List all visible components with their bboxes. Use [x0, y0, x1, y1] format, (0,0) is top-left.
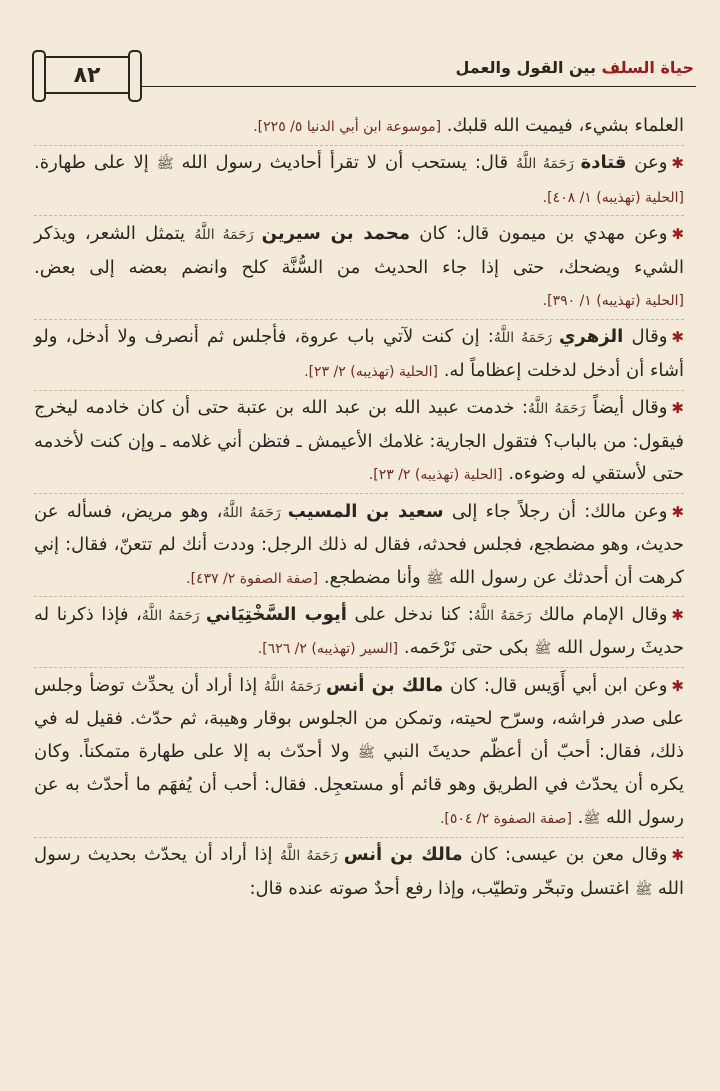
bullet-star-icon: ✱: [671, 846, 684, 865]
person-name: قتادة: [580, 152, 627, 174]
paragraph-text: العلماء بشيء، فيميت الله قلبك.: [441, 115, 684, 136]
paragraph-text: ، وهو مريض، فسأله عن حديث، وهو مضطجع، فجلس فحدثه، فقال له ذلك الرجل: وددت أنك لم تتعنّ، فقال: إني كرهت أن أحدثك عن رسول الله: [34, 500, 684, 588]
person-name: أيوب السَّخْتِيَاني: [205, 603, 347, 625]
honorific-salla: ﷺ: [583, 811, 601, 828]
paragraph-text: اغتسل وتبخّر وتطيّب، وإذا رفع أحدٌ صوته عنده قال:: [249, 877, 636, 899]
bullet-star-icon: ✱: [671, 328, 684, 347]
paragraph-text: وأنا مضطجع.: [318, 566, 427, 588]
page-number-frame: [40, 56, 134, 94]
bullet-star-icon: ✱: [671, 154, 684, 173]
running-title: [455, 58, 694, 77]
source-reference: [الحلية (تهذيبه) ١/ ٣٩٠].: [542, 293, 684, 310]
honorific-salla: ﷺ: [635, 881, 653, 898]
bullet-star-icon: ✱: [671, 399, 684, 418]
paragraph-text: وقال الإمام مالك: [531, 603, 668, 625]
source-reference: [صفة الصفوة ٢/ ٥٠٤].: [439, 811, 572, 828]
honorific-salla: ﷺ: [357, 744, 375, 761]
paragraph: [34, 670, 684, 838]
paragraph-text: وعن: [626, 152, 668, 174]
paragraph: [34, 599, 684, 668]
paragraph-text: إذا أراد أن يحدّث بحديث رسول الله: [34, 844, 684, 899]
paragraph-text: يتمثل الشعر، ويذكر الشيء ويضحك، حتى إذا جاء الحديث من السُّنَّة كلح وانضم بعضه إلى بعض.: [34, 222, 684, 278]
paragraph: [34, 392, 684, 494]
honorific-rahimahullah: رَحَمَهُ اللَّهُ: [263, 678, 327, 695]
paragraph: [34, 496, 684, 598]
paragraph: [34, 110, 684, 146]
bullet-star-icon: ✱: [671, 502, 685, 521]
honorific-rahimahullah: رَحَمَهُ اللَّهُ: [515, 156, 581, 173]
paragraph: [34, 321, 684, 390]
honorific-rahimahullah: رَحَمَهُ اللَّهُ: [473, 607, 532, 624]
honorific-rahimahullah: رَحَمَهُ اللَّهُ: [141, 607, 206, 624]
honorific-rahimahullah: رَحَمَهُ اللَّهُ: [194, 226, 262, 243]
header-rule: [140, 86, 696, 87]
honorific-salla: ﷺ: [156, 156, 174, 173]
paragraph-text: ، فإذا ذكرنا له حديثَ رسول الله: [34, 603, 684, 659]
paragraph: [34, 147, 684, 216]
honorific-salla: ﷺ: [534, 641, 552, 658]
source-reference: [صفة الصفوة ٢/ ٤٣٧].: [186, 570, 319, 587]
paragraph-text: : خدمت عبيد الله بن عبد الله بن عتبة حتى أن كان خادمه ليخرج فيقول: من بالباب؟ فتقول الجارية: غلامك الأعيمش ـ فتظن أني غلامه ـ وإن كنت لأخدمه حتى لأستقي له وضوءه.: [34, 397, 684, 485]
person-name: سعيد بن المسيب: [287, 500, 444, 522]
honorific-rahimahullah: رَحَمَهُ اللَّهُ: [222, 504, 288, 521]
source-reference: [الحلية (تهذيبه) ٢/ ٢٣].: [368, 467, 503, 484]
person-name: مالك بن أنس: [343, 844, 463, 866]
paragraph-text: وقال أيضاً: [585, 397, 668, 419]
paragraph-text: إذا أراد أن يحدِّث توضأ وجلس على صدر فراشه، وسرّح لحيته، وتمكن من الجلوس بوقار وهيبة، ثم حدّث. فقيل له في ذلك، فقال: أحبّ أن أعظّم حديثَ النبي: [34, 674, 684, 762]
honorific-salla: ﷺ: [426, 570, 444, 587]
source-reference: [موسوعة ابن أبي الدنيا ٥/ ٢٢٥].: [253, 119, 442, 135]
source-reference: [الحلية (تهذيبه) ١/ ٤٠٨].: [542, 189, 684, 206]
person-name: محمد بن سيرين: [261, 222, 411, 244]
paragraph-text: وقال معن بن عيسى: كان: [462, 844, 668, 866]
paragraph-text: : كنا ندخل على: [346, 603, 474, 625]
bullet-star-icon: ✱: [671, 676, 684, 695]
honorific-rahimahullah: رَحَمَهُ اللَّهُ: [527, 401, 586, 418]
paragraph-text: قال: يستحب أن لا تقرأ أحاديث رسول الله: [173, 152, 516, 174]
paragraph-text: وعن مهدي بن ميمون قال: كان: [410, 222, 668, 244]
page-header: [28, 50, 696, 94]
page-number: ٨٢: [73, 62, 101, 88]
paragraph-text: .: [571, 807, 584, 829]
paragraph-text: بكى حتى نَرْحَمه.: [398, 637, 535, 659]
source-reference: [السير (تهذيبه) ٢/ ٦٢٦].: [257, 641, 399, 658]
bullet-star-icon: ✱: [671, 605, 684, 624]
running-title-part2: بين القول والعمل: [455, 58, 596, 77]
paragraph: [34, 839, 684, 907]
paragraph-text: : إن كنت لآتي باب عروة، فأجلس ثم أنصرف ولا أدخل، ولو أشاء أن أدخل لدخلت إعظاماً له.: [34, 326, 684, 381]
bullet-star-icon: ✱: [671, 224, 685, 243]
source-reference: [الحلية (تهذيبه) ٢/ ٢٣].: [304, 363, 438, 380]
paragraph-text: ولا أحدّث به إلا على طهارة متمكناً. وكان يكره أن يحدّث في الطريق وهو قائم أو مستعجِل. فقال: أحب أن يُفهَم ما أحدّث به عن رسول الله: [34, 740, 684, 829]
paragraph-text: وقال: [623, 326, 668, 348]
paragraph-text: وعن ابن أبي أَوَيس قال: كان: [443, 674, 668, 696]
paragraph-text: إلا على طهارة.: [34, 152, 157, 174]
person-name: الزهري: [559, 326, 624, 348]
paragraph-text: وعن مالك: أن رجلاً جاء إلى: [443, 500, 668, 522]
paragraph: [34, 218, 684, 320]
honorific-rahimahullah: رَحَمَهُ اللَّهُ: [493, 330, 560, 347]
page-body: [34, 110, 684, 909]
honorific-rahimahullah: رَحَمَهُ اللَّهُ: [279, 848, 344, 865]
running-title-part1: حياة السلف: [601, 58, 694, 77]
person-name: مالك بن أنس: [326, 674, 444, 696]
